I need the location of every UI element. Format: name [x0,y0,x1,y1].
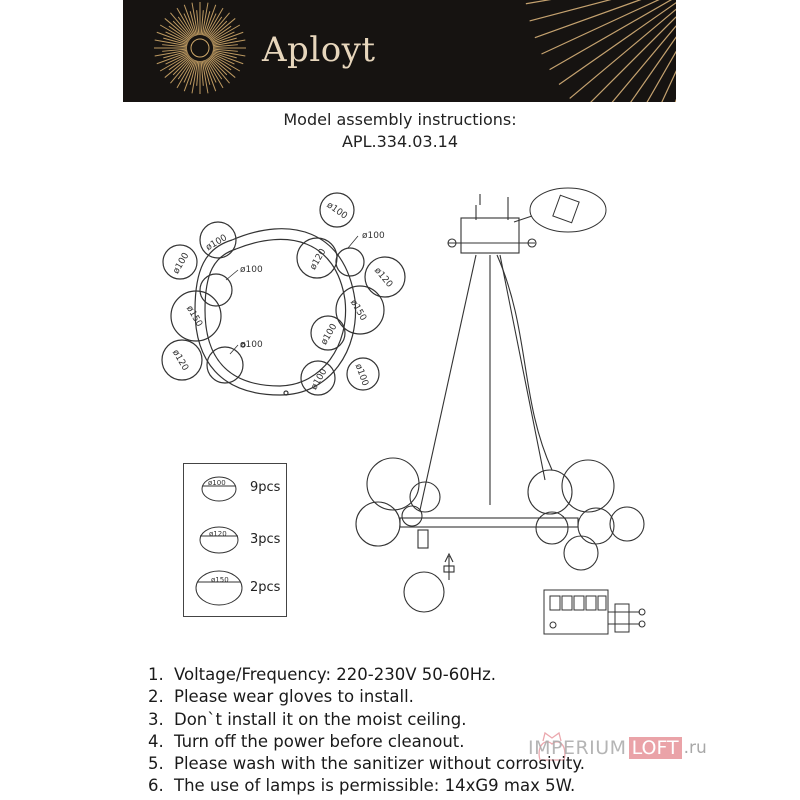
label-globe-left4: ø120 [169,348,190,373]
top-view [162,193,405,395]
page-title: Model assembly instructions: [283,110,517,129]
instruction-item: 1. Voltage/Frequency: 220-230V 50-60Hz. [148,665,497,684]
watermark [528,733,707,763]
label-globe-r7: ø100 [352,362,370,388]
brand-logo-text: Aployt [262,30,376,70]
label-globe-r5: ø100 [319,322,340,347]
side-globe-4 [402,506,422,526]
label-globe-left1: ø100 [171,251,192,276]
globe-150-icon [194,568,244,608]
side-view [356,194,644,612]
socket [418,530,428,548]
legend-size-150: ø150 [211,576,229,584]
cable-3 [500,255,545,480]
globe-100-icon [199,472,239,502]
legend-size-100: ø100 [208,479,226,487]
instruction-item: 3. Don`t install it on the moist ceiling. [148,709,467,729]
instruction-item: 4. Turn off the power before cleanout. [148,731,465,751]
legend-count-100: 9pcs [250,480,281,495]
globe-r2 [336,248,364,276]
globe-mid [207,347,243,383]
wiring-diagram [544,590,645,634]
bar-arm [400,518,578,527]
side-globe-7 [578,508,614,544]
globe-legend [183,463,287,617]
side-globe-3 [356,502,400,546]
side-globe-5 [528,470,572,514]
instructions-list [148,664,585,798]
ring-outer [195,229,356,395]
instruction-item: 5. Please wash with the sanitizer without corrosivity. [148,754,586,774]
ceiling-canopy [461,218,519,253]
side-globe-10 [536,512,568,544]
watermark-tld: .ru [683,738,707,758]
legend-count-150: 2pcs [250,580,281,595]
pointer-label-3: ø100 [240,340,263,350]
side-globe-9 [564,536,598,570]
pointer-label-1: ø100 [362,231,385,241]
legend-row-150 [184,568,286,608]
legend-size-120: ø120 [209,530,227,538]
power-cord [497,255,552,470]
legend-row-120 [184,522,286,562]
instruction-item: 2. Please wear gloves to install. [148,687,414,707]
cable-1 [420,255,476,510]
label-globe-r1: ø120 [308,247,329,272]
model-number: APL.334.03.14 [341,132,459,151]
label-globe-top1: ø100 [324,200,349,222]
ring-inner [205,239,346,386]
detail-magnifier [514,188,606,232]
globe-120-icon [197,522,241,554]
label-globe-r6: ø100 [309,367,330,392]
label-globe-top2: ø100 [204,233,230,254]
label-globe-r3: ø120 [371,265,395,290]
detached-globe [404,572,444,612]
legend-count-120: 3pcs [250,532,281,547]
watermark-accent: LOFT [629,737,682,759]
watermark-text: IMPERIUM [528,737,627,759]
instruction-item: 6. The use of lamps is permissible: 14xG9 max 5W. [148,776,576,796]
label-globe-left3: ø150 [183,304,204,329]
label-globe-r4: ø150 [347,298,368,323]
pointer-label-2: ø100 [240,265,263,275]
side-globe-6 [562,460,614,512]
legend-row-100 [184,470,286,510]
side-globe-8 [610,507,644,541]
